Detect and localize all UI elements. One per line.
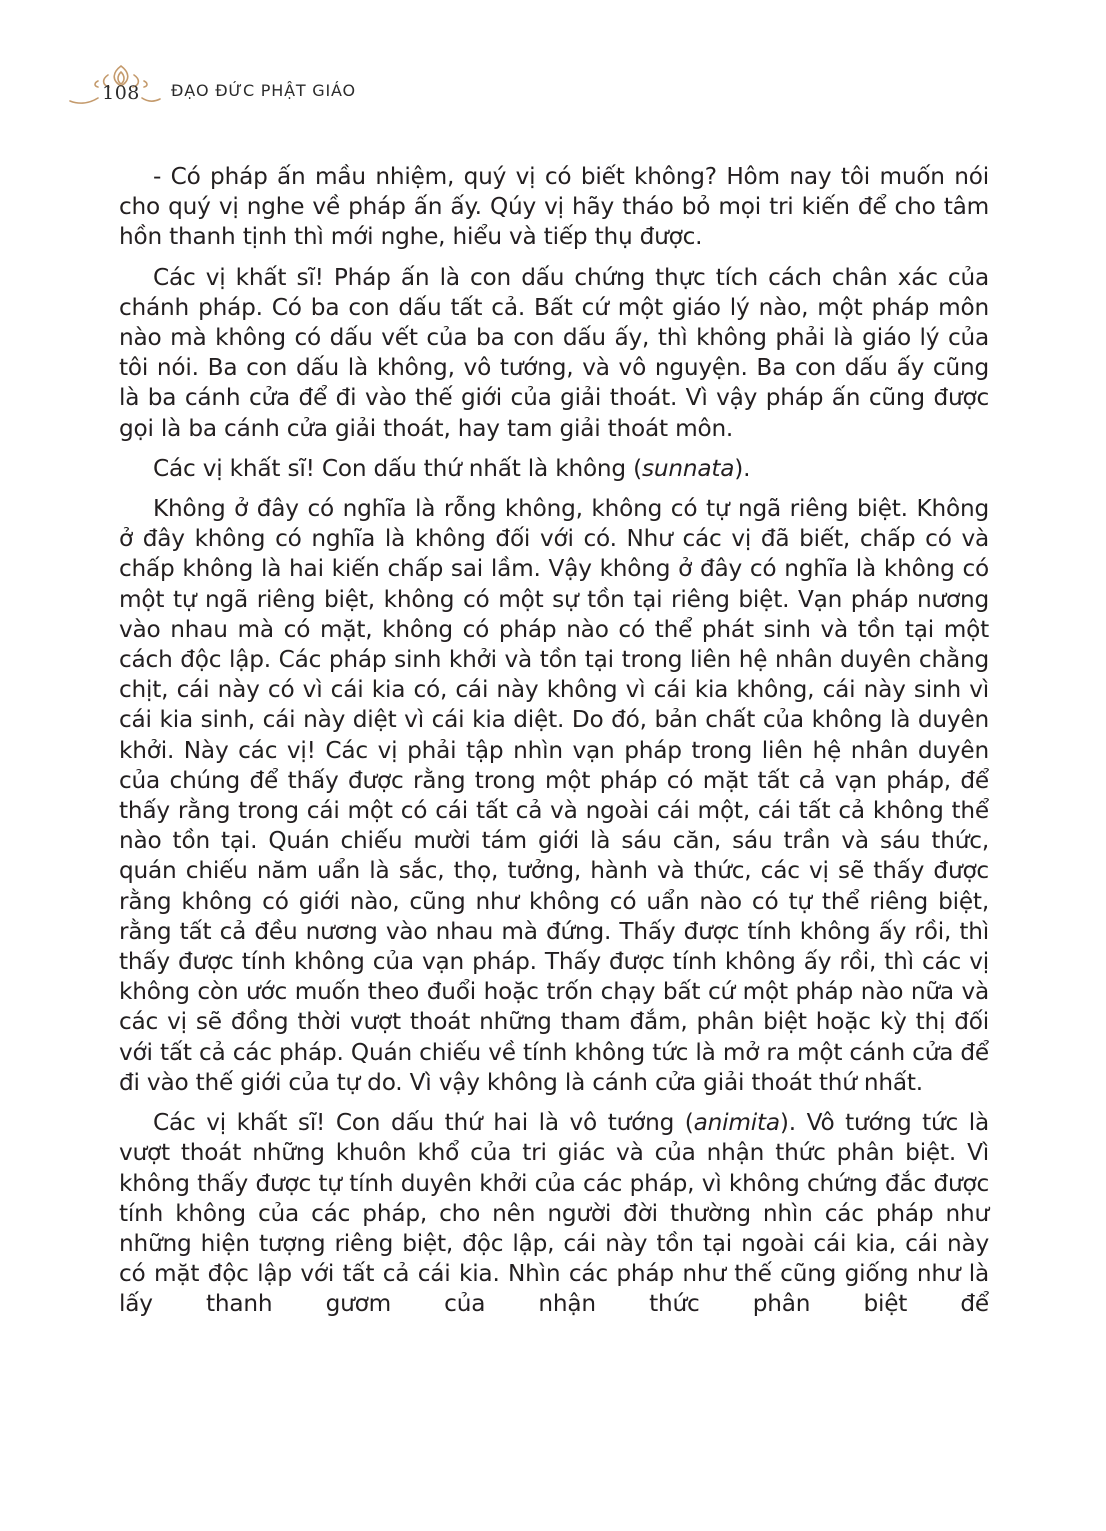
text-run: ). <box>734 454 751 482</box>
italic-term: animita <box>693 1109 780 1137</box>
text-run: Các vị khất sĩ! Pháp ấn là con dấu chứng thực tích cách chân xác của chánh pháp. Có ba con dấu tất cả. Bất cứ một giáo lý nào, một pháp môn nào mà không có dấu vết của ba con dấu ấy, thì không phải là giáo lý của tôi nói. Ba con dấu là không, vô tướng, và vô nguyện. Ba con dấu ấy cũng là ba cánh cửa để đi vào thế giới của giải thoát. Vì vậy pháp ấn cũng được gọi là ba cánh cửa giải thoát, hay tam giải thoát môn. <box>119 263 989 442</box>
paragraph <box>119 1108 989 1319</box>
paragraph <box>119 263 989 444</box>
paragraph <box>119 454 989 484</box>
text-run: Các vị khất sĩ! Con dấu thứ nhất là không ( <box>153 454 642 482</box>
text-run: - Có pháp ấn mầu nhiệm, quý vị có biết không? Hôm nay tôi muốn nói cho quý vị nghe về pháp ấn ấy. Qúy vị hãy tháo bỏ mọi tri kiến để cho tâm hồn thanh tịnh thì mới nghe, hiểu và tiếp thụ được. <box>119 163 989 251</box>
paragraph <box>119 162 989 253</box>
text-run: Các vị khất sĩ! Con dấu thứ hai là vô tướng ( <box>153 1109 694 1137</box>
text-run: ). Vô tướng tức là vượt thoát những khuôn khổ của tri giác và của nhận thức phân biệt. Vì không thấy được tự tính duyên khởi của các pháp, vì không chứng đắc được tính không của các pháp, cho nên người đời thường nhìn các pháp như những hiện tượng riêng biệt, độc lập, cái này tồn tại ngoài cái kia, cái này có mặt độc lập với tất cả cái kia. Nhìn các pháp như thế cũng giống như là lấy thanh gươm của nhận thức phân biệt để <box>119 1109 990 1318</box>
body-text <box>119 162 989 1320</box>
page-number: 108 <box>102 82 140 104</box>
running-title: ĐẠO ĐỨC PHẬT GIÁO <box>171 81 356 100</box>
page-header <box>68 62 468 110</box>
italic-term: sunnata <box>641 454 735 482</box>
paragraph <box>119 494 989 1098</box>
text-run: Không ở đây có nghĩa là rỗng không, không có tự ngã riêng biệt. Không ở đây không có nghĩa là không đối với có. Như các vị đã biết, chấp có và chấp không là hai kiến chấp sai lầm. Vậy không ở đây có nghĩa là không có một tự ngã riêng biệt, không có một sự tồn tại riêng biệt. Vạn pháp nương vào nhau mà có mặt, không có pháp nào có thể phát sinh và tồn tại một cách độc lập. Các pháp sinh khởi và tồn tại trong liên hệ nhân duyên chằng chịt, cái này có vì cái kia có, cái này không vì cái kia không, cái này sinh vì cái kia sinh, cái này diệt vì cái kia diệt. Do đó, bản chất của không là duyên khởi. Này các vị! Các vị phải tập nhìn vạn pháp trong liên hệ nhân duyên của chúng để thấy được rằng trong một pháp có mặt tất cả vạn pháp, để thấy rằng trong cái một có cái tất cả và ngoài cái một, cái tất cả không thể nào tồn tại. Quán chiếu mười tám giới là sáu căn, sáu trần và sáu thức, quán chiếu năm uẩn là sắc, thọ, tưởng, hành và thức, các vị sẽ thấy được rằng không có giới nào, cũng như không có uẩn nào có tự thể riêng biệt, rằng tất cả đều nương vào nhau mà đứng. Thấy được tính không ấy rồi, thì thấy được tính không của vạn pháp. Thấy được tính không ấy rồi, thì các vị không còn ước muốn theo đuổi hoặc trốn chạy bất cứ một pháp nào nữa và các vị sẽ đồng thời vượt thoát những tham đắm, phân biệt hoặc kỳ thị đối với tất cả các pháp. Quán chiếu về tính không tức là mở ra một cánh cửa để đi vào thế giới của tự do. Vì vậy không là cánh cửa giải thoát thứ nhất. <box>119 495 989 1096</box>
